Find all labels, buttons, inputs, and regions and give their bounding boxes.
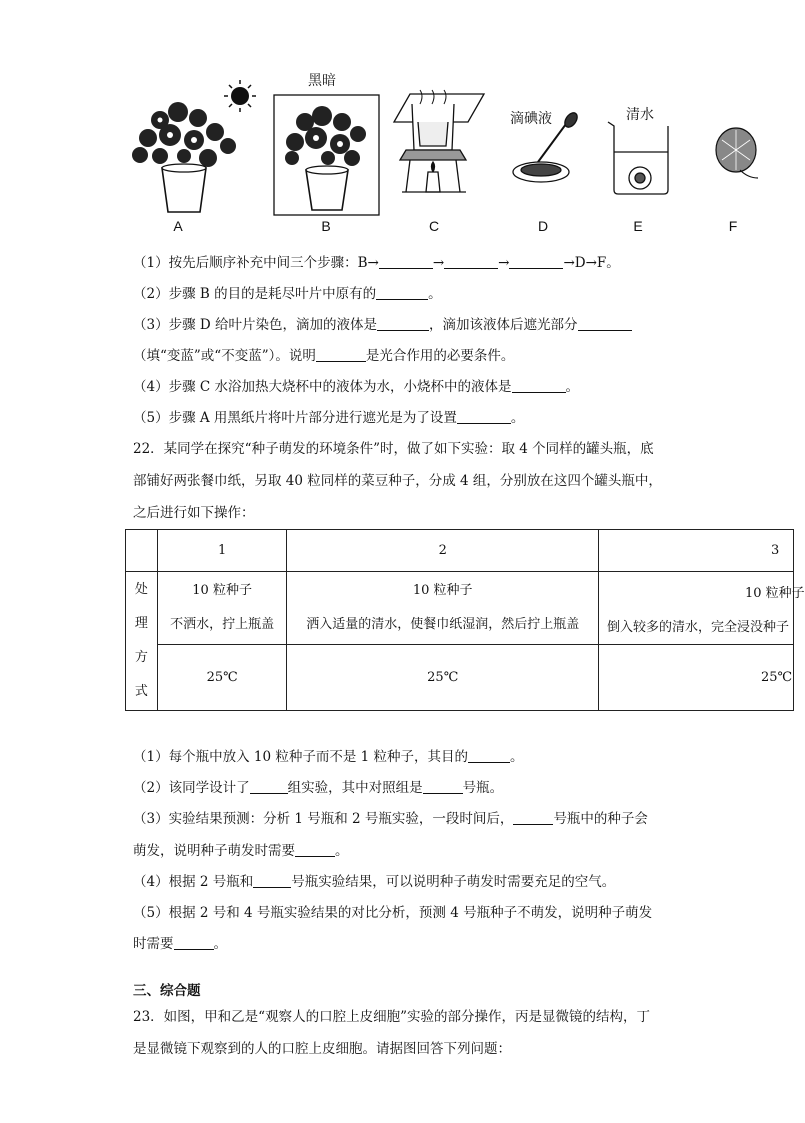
q22-item-3b: 萌发，说明种子萌发时需要 。 bbox=[133, 843, 349, 859]
q22-intro-3: 之后进行如下操作： bbox=[133, 505, 255, 521]
q22-item-3: （3）实验结果预测：分析 1 号瓶和 2 号瓶实验，一段时间后， 号瓶中的种子会 bbox=[133, 811, 648, 827]
table-cell-3-op: 10 粒种子 倒入较多的清水，完全浸没种子 bbox=[598, 572, 793, 645]
table-cell-1-op: 10 粒种子 不洒水，拧上瓶盖 bbox=[157, 572, 287, 645]
q22-item-5b: 时需要 。 bbox=[133, 936, 227, 952]
q22-item-1: （1）每个瓶中放入 10 粒种子而不是 1 粒种子，其目的 。 bbox=[133, 749, 524, 765]
beaker-e-icon bbox=[608, 122, 668, 194]
q21-item-5: （5）步骤 A 用黑纸片将叶片部分进行遮光是为了设置 。 bbox=[133, 410, 525, 426]
table-header-2: 2 bbox=[287, 530, 599, 572]
label-f: F bbox=[728, 218, 738, 234]
table-row-label: 处 理 方 式 bbox=[126, 572, 158, 711]
experiment-figure bbox=[0, 60, 794, 240]
plant-a-icon bbox=[132, 80, 256, 212]
plant-b-icon bbox=[274, 95, 379, 215]
q21-item-2: （2）步骤 B 的目的是耗尽叶片中原有的 。 bbox=[133, 286, 442, 302]
q21-item-3b: （填“变蓝”或“不变蓝”）。说明 是光合作用的必要条件。 bbox=[133, 348, 515, 364]
q21-item-4: （4）步骤 C 水浴加热大烧杯中的液体为水，小烧杯中的液体是 。 bbox=[133, 379, 580, 395]
label-b: B bbox=[321, 218, 331, 234]
label-d: D bbox=[537, 218, 549, 234]
label-a: A bbox=[173, 218, 183, 234]
table-corner bbox=[126, 530, 158, 572]
water-bath-icon bbox=[394, 90, 484, 192]
figure-drawings bbox=[0, 60, 794, 240]
experiment-table bbox=[125, 529, 805, 711]
table-cell-2-temp: 25℃ bbox=[287, 645, 599, 711]
table-cell-2-op: 10 粒种子 洒入适量的清水，使餐巾纸湿润，然后拧上瓶盖 bbox=[287, 572, 599, 645]
label-c: C bbox=[428, 218, 440, 234]
caption-iodine: 滴碘液 bbox=[510, 111, 552, 127]
label-e: E bbox=[633, 218, 643, 234]
q21-item-3: （3）步骤 D 给叶片染色，滴加的液体是 ，滴加该液体后遮光部分 bbox=[133, 319, 632, 333]
q21-item-1: （1）按先后顺序补充中间三个步骤：B→ → → →D→F。 bbox=[133, 255, 620, 271]
table-header-1: 1 bbox=[157, 530, 287, 572]
table-cell-1-temp: 25℃ bbox=[157, 645, 287, 711]
q22-item-4: （4）根据 2 号瓶和 号瓶实验结果，可以说明种子萌发时需要充足的空气。 bbox=[133, 874, 616, 890]
q22-intro-2: 部铺好两张餐巾纸，另取 40 粒同样的菜豆种子，分成 4 组，分别放在这四个罐头瓶中， bbox=[133, 473, 662, 489]
q22-item-2: （2）该同学设计了 组实验，其中对照组是 号瓶。 bbox=[133, 780, 504, 796]
q22-item-5: （5）根据 2 号和 4 号瓶实验结果的对比分析，预测 4 号瓶种子不萌发，说明种子萌发 bbox=[133, 905, 653, 921]
caption-dark: 黑暗 bbox=[308, 73, 336, 89]
q23-line-2: 是显微镜下观察到的人的口腔上皮细胞。请据图回答下列问题： bbox=[133, 1041, 511, 1057]
table-header-3: 3 bbox=[598, 530, 793, 572]
table-cell-3-temp: 25℃ bbox=[598, 645, 793, 711]
section-heading: 三、综合题 bbox=[133, 983, 201, 999]
leaf-f-icon bbox=[716, 128, 758, 178]
q23-line-1: 23．如图，甲和乙是“观察人的口腔上皮细胞”实验的部分操作，丙是显微镜的结构，丁 bbox=[133, 1009, 650, 1025]
caption-water: 清水 bbox=[626, 107, 654, 123]
q22-intro-1: 22．某同学在探究“种子萌发的环境条件”时，做了如下实验：取 4 个同样的罐头瓶，底 bbox=[133, 441, 654, 457]
